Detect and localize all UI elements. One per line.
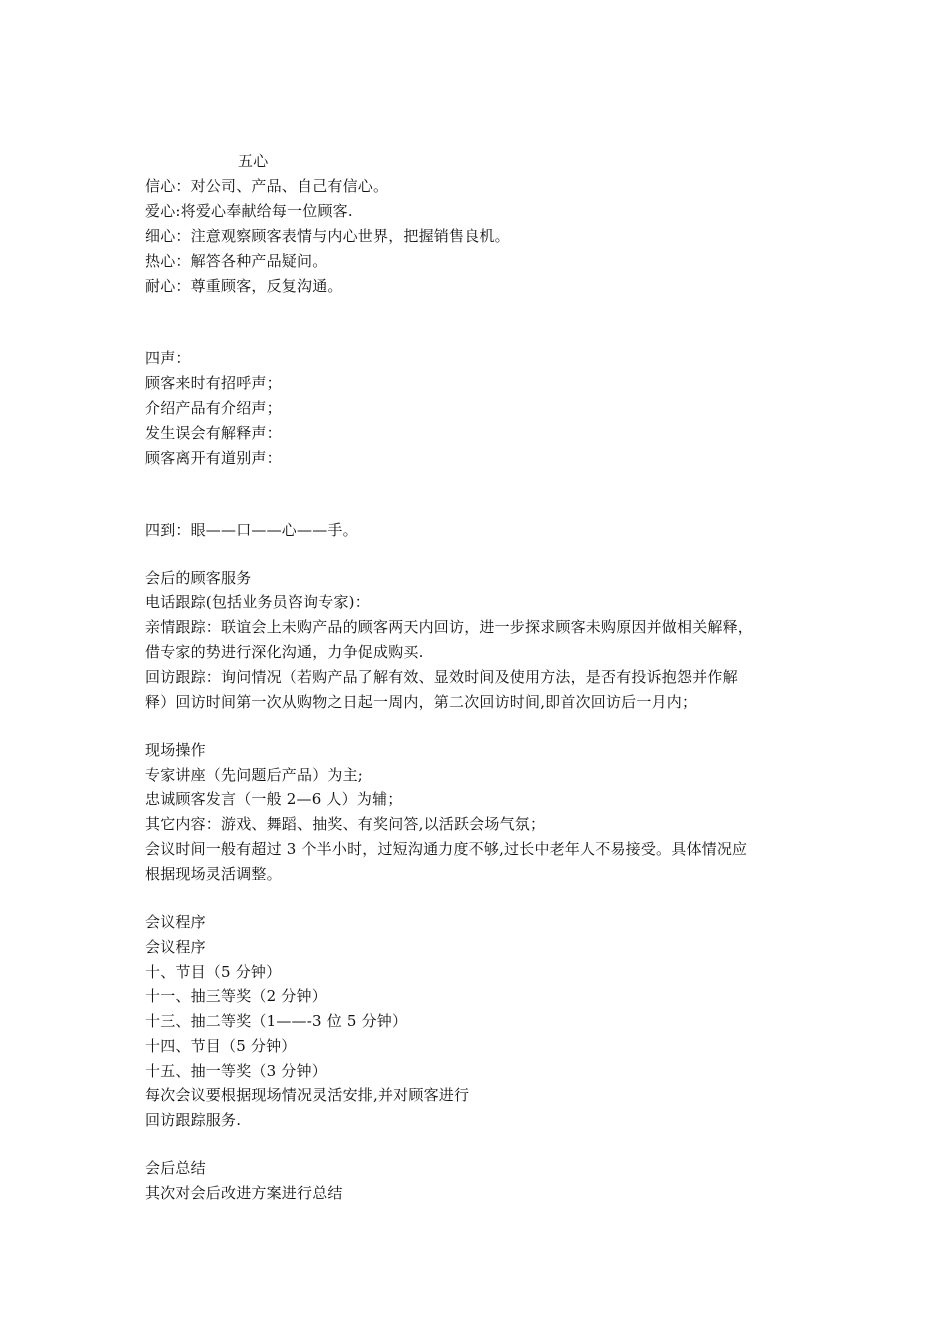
text-line: 电话跟踪(包括业务员咨询专家)： [145, 593, 370, 611]
text-line: 爱心:将爱心奉献给每一位顾客. [145, 202, 353, 220]
text-line: 顾客离开有道别声： [145, 449, 282, 467]
section-subtitle-agenda: 会议程序 [145, 938, 206, 956]
text-line: 其它内容：游戏、舞蹈、抽奖、有奖问答,以活跃会场气氛； [145, 815, 546, 833]
text-line: 介绍产品有介绍声； [145, 399, 282, 417]
section-title-four-arrivals: 四到：眼——口——心——手。 [145, 521, 358, 539]
section-title-agenda: 会议程序 [145, 913, 206, 931]
text-line: 专家讲座（先问题后产品）为主; [145, 766, 364, 784]
section-title-five-hearts: 五心 [238, 152, 269, 170]
agenda-item: 十三、抽二等奖（1——-3 位 5 分钟） [145, 1012, 408, 1030]
agenda-item: 十四、节目（5 分钟） [145, 1037, 297, 1055]
text-line: 回访跟踪：询问情况（若购产品了解有效、显效时间及使用方法，是否有投诉抱怨并作解 [145, 668, 738, 686]
text-line: 热心：解答各种产品疑问。 [145, 252, 328, 270]
section-title-onsite: 现场操作 [145, 741, 206, 759]
text-line: 耐心：尊重顾客，反复沟通。 [145, 277, 343, 295]
text-line: 根据现场灵活调整。 [145, 865, 282, 883]
text-line: 顾客来时有招呼声； [145, 374, 282, 392]
text-line: 忠诚顾客发言（一般 2—6 人）为辅； [145, 790, 403, 808]
agenda-item: 十、节目（5 分钟） [145, 963, 282, 981]
text-line: 其次对会后改进方案进行总结 [145, 1184, 343, 1202]
text-line: 借专家的势进行深化沟通，力争促成购买. [145, 643, 424, 661]
text-line: 细心：注意观察顾客表情与内心世界，把握销售良机。 [145, 227, 510, 245]
section-title-four-voices: 四声： [145, 349, 191, 367]
text-line: 信心：对公司、产品、自己有信心。 [145, 177, 389, 195]
text-line: 发生误会有解释声： [145, 424, 282, 442]
text-line: 会议时间一般有超过 3 个半小时，过短沟通力度不够,过长中老年人不易接受。具体情况应 [145, 840, 748, 858]
agenda-item: 十五、抽一等奖（3 分钟） [145, 1062, 327, 1080]
section-title-after-service: 会后的顾客服务 [145, 569, 252, 587]
text-line: 每次会议要根据现场情况灵活安排,并对顾客进行 [145, 1086, 470, 1104]
section-title-summary: 会后总结 [145, 1159, 206, 1177]
text-line: 回访跟踪服务. [145, 1111, 242, 1129]
text-line: 亲情跟踪：联谊会上未购产品的顾客两天内回访，进一步探求顾客未购原因并做相关解释， [145, 618, 754, 636]
agenda-item: 十一、抽三等奖（2 分钟） [145, 987, 327, 1005]
text-line: 释）回访时间第一次从购物之日起一周内，第二次回访时间,即首次回访后一月内； [145, 693, 698, 711]
